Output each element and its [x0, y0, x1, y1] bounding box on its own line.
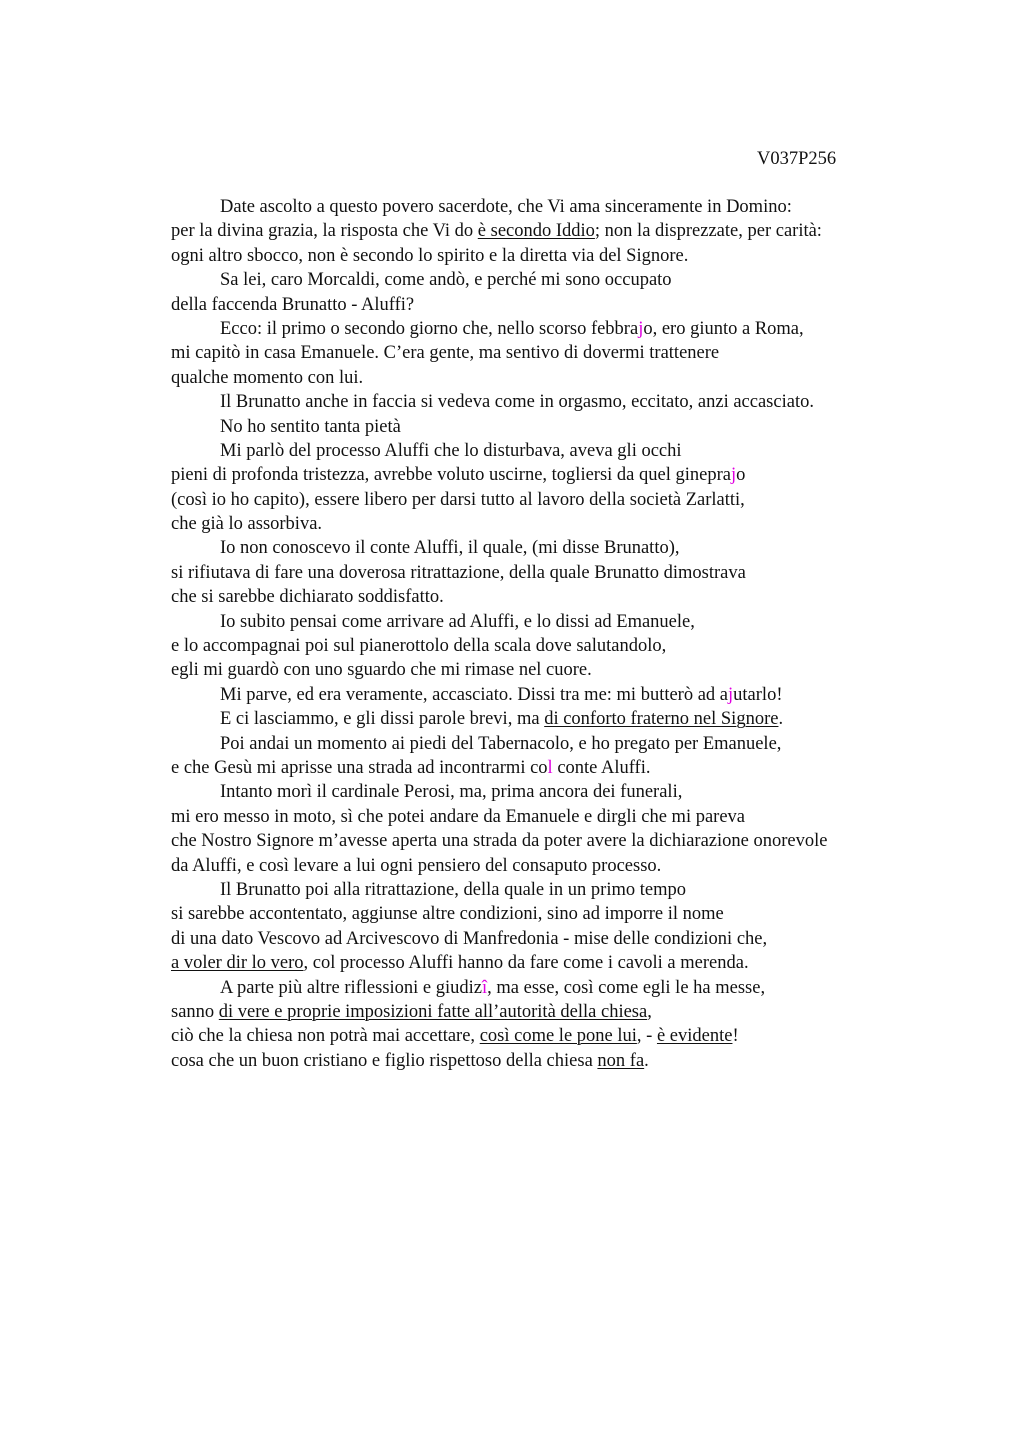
text-segment: si sarebbe accontentato, aggiunse altre condizioni, sino ad imporre il nome [171, 904, 724, 925]
text-line [171, 390, 931, 414]
underlined-text: a voler dir lo vero [171, 953, 304, 974]
text-line [171, 244, 931, 268]
text-line [171, 195, 931, 219]
text-segment: e lo accompagnai poi sul pianerottolo della scala dove salutandolo, [171, 636, 667, 657]
text-segment: Intanto morì il cardinale Perosi, ma, prima ancora dei funerali, [220, 782, 683, 803]
text-segment: No ho sentito tanta pietà [220, 416, 401, 437]
text-segment: Poi andai un momento ai piedi del Tabernacolo, e ho pregato per Emanuele, [220, 733, 782, 754]
letter-body [171, 195, 931, 1073]
text-segment: , col processo Aluffi hanno da fare come i cavoli a merenda. [303, 953, 749, 974]
text-segment: Mi parve, ed era veramente, accasciato. Dissi tra me: mi butterò ad a [220, 684, 729, 705]
text-segment: egli mi guardò con uno sguardo che mi rimase nel cuore. [171, 660, 592, 681]
text-line [171, 293, 931, 317]
text-line [171, 366, 931, 390]
text-segment: che si sarebbe dichiarato soddisfatto. [171, 587, 444, 608]
text-segment: cosa che un buon cristiano e figlio rispettoso della chiesa [171, 1050, 598, 1071]
text-line [171, 268, 931, 292]
text-segment: si rifiutava di fare una doverosa ritrattazione, della quale Brunatto dimostrava [171, 562, 746, 583]
highlighted-letter: j [730, 465, 737, 486]
text-segment: mi capitò in casa Emanuele. C’era gente, ma sentivo di dovermi trattenere [171, 343, 720, 364]
text-segment: utarlo! [733, 684, 783, 705]
text-segment: ! [732, 1026, 739, 1047]
highlighted-letter: î [482, 977, 488, 998]
text-segment: qualche momento con lui. [171, 367, 364, 388]
text-segment: E ci lasciammo, e gli dissi parole brevi, ma [220, 709, 545, 730]
text-line [171, 610, 931, 634]
text-segment: di una dato Vescovo ad Arcivescovo di Manfredonia - mise delle condizioni che, [171, 928, 768, 949]
text-segment: pieni di profonda tristezza, avrebbe voluto uscirne, togliersi da quel ginepra [171, 465, 731, 486]
text-line [171, 219, 931, 243]
text-line [171, 512, 931, 536]
text-segment: . [644, 1050, 649, 1071]
text-line [171, 707, 931, 731]
highlighted-letter: l [547, 757, 553, 778]
text-line [171, 756, 931, 780]
text-line [171, 780, 931, 804]
text-line [171, 1049, 931, 1073]
text-line [171, 561, 931, 585]
text-segment: da Aluffi, e così levare a lui ogni pensiero del consaputo processo. [171, 855, 662, 876]
text-line [171, 585, 931, 609]
text-segment: Ecco: il primo o secondo giorno che, nello scorso febbra [220, 318, 639, 339]
text-line [171, 683, 931, 707]
text-line [171, 732, 931, 756]
underlined-text: di vere e proprie imposizioni fatte all’autorità della chiesa [218, 1001, 648, 1022]
text-line [171, 976, 931, 1000]
text-line [171, 927, 931, 951]
text-line [171, 536, 931, 560]
text-line [171, 854, 931, 878]
text-line [171, 1024, 931, 1048]
text-segment: Il Brunatto anche in faccia si vedeva come in orgasmo, eccitato, anzi accasciato. [220, 392, 814, 413]
text-segment: e che Gesù mi aprisse una strada ad incontrarmi co [171, 757, 548, 778]
text-line [171, 439, 931, 463]
text-line [171, 317, 931, 341]
highlighted-letter: j [638, 318, 644, 339]
text-segment: Sa lei, caro Morcaldi, come andò, e perché mi sono occupato [220, 270, 672, 291]
text-segment: , [647, 1001, 652, 1022]
text-line [171, 1000, 931, 1024]
text-segment: (così io ho capito), essere libero per darsi tutto al lavoro della società Zarlatti, [171, 489, 745, 510]
text-line [171, 878, 931, 902]
text-segment: Mi parlò del processo Aluffi che lo disturbava, aveva gli occhi [220, 440, 682, 461]
text-line [171, 951, 931, 975]
text-segment: o, ero giunto a Roma, [643, 318, 804, 339]
text-line [171, 488, 931, 512]
text-line [171, 805, 931, 829]
underlined-text: non fa [597, 1050, 645, 1071]
text-segment: ogni altro sbocco, non è secondo lo spirito e la diretta via del Signore. [171, 245, 689, 266]
text-segment: , - [636, 1026, 657, 1047]
text-segment: Io subito pensai come arrivare ad Aluffi, e lo dissi ad Emanuele, [220, 611, 695, 632]
text-segment: . [778, 709, 784, 730]
page-identifier: V037P256 [757, 149, 837, 169]
text-segment: , ma esse, così come egli le ha messe, [487, 977, 766, 998]
text-line [171, 829, 931, 853]
highlighted-letter: j [728, 684, 734, 705]
text-segment: A parte più altre riflessioni e giudiz [220, 977, 483, 998]
text-line [171, 634, 931, 658]
text-line [171, 658, 931, 682]
text-segment: della faccenda Brunatto - Aluffi? [171, 294, 415, 315]
text-segment: che Nostro Signore m’avesse aperta una strada da poter avere la dichiarazione onorevole [171, 831, 828, 852]
underlined-text: così come le pone lui [479, 1026, 637, 1047]
text-line [171, 463, 931, 487]
text-segment: ; non la disprezzate, per carità: [594, 221, 822, 242]
underlined-text: è evidente [656, 1026, 733, 1047]
text-segment: sanno [171, 1001, 219, 1022]
text-segment: o [736, 465, 746, 486]
text-segment: che già lo assorbiva. [171, 514, 323, 535]
text-segment: Il Brunatto poi alla ritrattazione, della quale in un primo tempo [220, 879, 686, 900]
text-segment: Date ascolto a questo povero sacerdote, che Vi ama sinceramente in Domino: [220, 197, 792, 217]
underlined-text: di conforto fraterno nel Signore [544, 709, 779, 730]
text-segment: mi ero messo in moto, sì che potei andare da Emanuele e dirgli che mi pareva [171, 806, 745, 827]
text-line [171, 341, 931, 365]
text-segment: Io non conoscevo il conte Aluffi, il quale, (mi disse Brunatto), [220, 538, 680, 559]
text-line [171, 415, 931, 439]
underlined-text: è secondo Iddio [477, 221, 595, 242]
text-segment: ciò che la chiesa non potrà mai accettare, [171, 1026, 480, 1047]
text-line [171, 902, 931, 926]
text-segment: per la divina grazia, la risposta che Vi do [171, 221, 478, 242]
text-segment: conte Aluffi. [552, 757, 651, 778]
